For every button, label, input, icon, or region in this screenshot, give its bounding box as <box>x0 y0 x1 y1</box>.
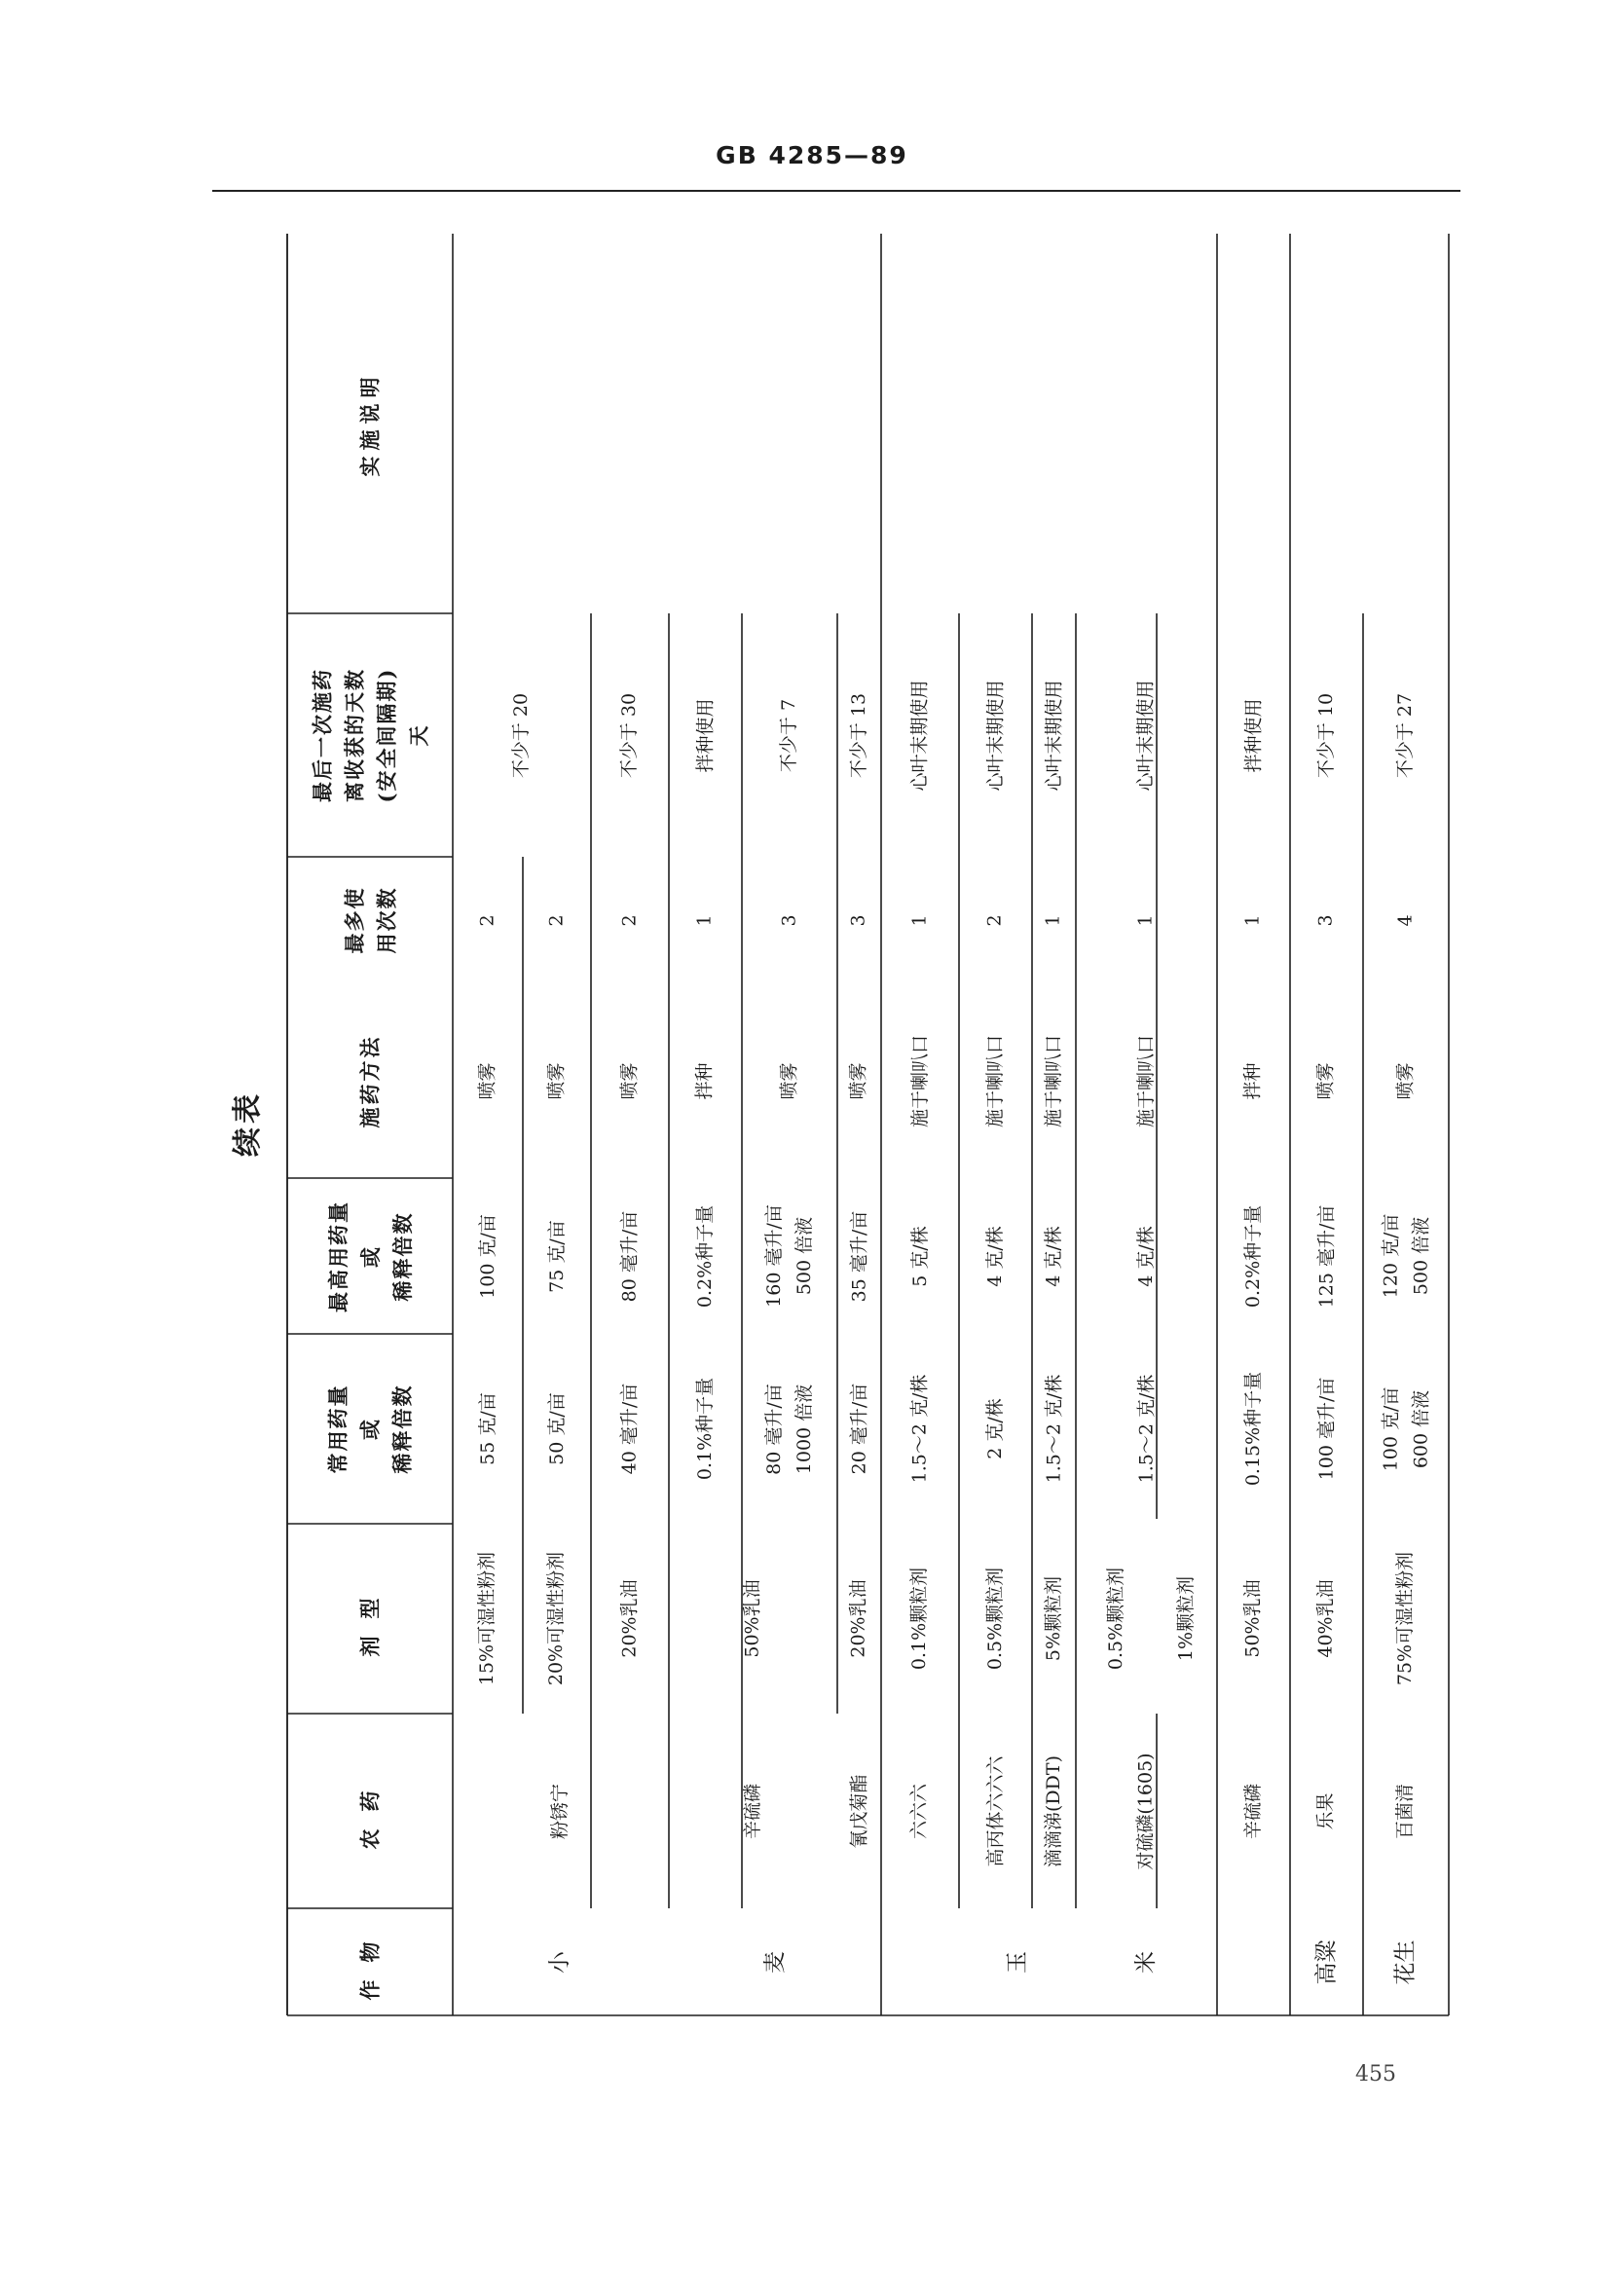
header-formulation: 剂型 <box>357 1580 383 1657</box>
common-dose-r13: 100 毫升/亩 <box>1315 1377 1337 1481</box>
common-dose-r3: 40 毫升/亩 <box>618 1383 641 1475</box>
method-r1: 喷雾 <box>476 1061 498 1100</box>
formulation-r10a: 0.5%颗粒剂 <box>1105 1567 1126 1671</box>
pesticide-duiliulin: 对硫磷(1605) <box>1135 1752 1157 1870</box>
pesticide-ddt: 滴滴涕(DDT) <box>1043 1754 1064 1867</box>
header-pesticide: 农药 <box>357 1773 383 1849</box>
standard-code: GB 4285—89 <box>716 141 908 169</box>
method-r11: 拌种 <box>1241 1061 1264 1100</box>
interval-r11: 拌种使用 <box>1242 697 1265 773</box>
interval-r7: 心叶末期使用 <box>908 679 931 792</box>
formulation-r14: 75%可湿性粉剂 <box>1394 1551 1417 1686</box>
crop-wheat-1: 小 <box>546 1950 572 1974</box>
max-dose-r5: 160 毫升/亩 500 倍液 <box>763 1204 815 1308</box>
formulation-r2: 20%可湿性粉剂 <box>545 1551 568 1686</box>
formulation-r9: 5%颗粒剂 <box>1043 1575 1064 1662</box>
formulation-r8: 0.5%颗粒剂 <box>984 1567 1006 1671</box>
common-dose-r10: 1.5～2 克/株 <box>1135 1374 1157 1484</box>
crop-sorghum: 高粱 <box>1313 1939 1339 1984</box>
formulation-r7: 0.1%颗粒剂 <box>908 1567 931 1671</box>
common-dose-r2: 50 克/亩 <box>545 1392 568 1465</box>
interval-r14: 不少于 27 <box>1394 692 1417 778</box>
method-r14: 喷雾 <box>1394 1061 1417 1100</box>
interval-r12: 不少于 20 <box>510 692 533 778</box>
method-r3: 喷雾 <box>618 1061 641 1100</box>
common-dose-r9: 1.5～2 克/株 <box>1043 1374 1064 1484</box>
formulation-r3: 20%乳油 <box>618 1579 641 1658</box>
header-crop: 作物 <box>357 1924 383 2000</box>
times-r8: 2 <box>984 913 1006 927</box>
formulation-r10b: 1%颗粒剂 <box>1175 1575 1198 1662</box>
times-r14: 4 <box>1394 913 1417 927</box>
common-dose-r14: 100 克/亩 600 倍液 <box>1380 1386 1431 1471</box>
pesticide-xinliulin-2: 辛硫磷 <box>1241 1783 1264 1839</box>
method-r8: 施于喇叭口 <box>984 1034 1007 1127</box>
times-r6: 3 <box>848 913 869 927</box>
crop-wheat-2: 麦 <box>761 1950 788 1974</box>
times-r13: 3 <box>1315 913 1337 927</box>
formulation-r13: 40%乳油 <box>1315 1579 1338 1658</box>
crop-peanut: 花生 <box>1392 1939 1419 1984</box>
max-dose-r2: 75 克/亩 <box>545 1219 568 1293</box>
max-dose-r1: 100 克/亩 <box>476 1213 498 1299</box>
common-dose-r5: 80 毫升/亩 1000 倍液 <box>763 1383 815 1475</box>
common-dose-r8: 2 克/株 <box>984 1398 1006 1459</box>
pesticide-gaobingti: 高丙体六六六 <box>984 1754 1007 1867</box>
interval-r13: 不少于 10 <box>1315 692 1337 778</box>
times-r5: 3 <box>778 913 800 927</box>
method-r7: 施于喇叭口 <box>908 1034 931 1127</box>
formulation-r45: 50%乳油 <box>741 1579 763 1658</box>
page-number: 455 <box>1355 2062 1396 2086</box>
method-r10: 施于喇叭口 <box>1134 1034 1157 1127</box>
pesticide-fenxiuning: 粉锈宁 <box>549 1783 572 1839</box>
interval-r4: 拌种使用 <box>694 697 717 773</box>
interval-r8: 心叶末期使用 <box>984 679 1007 792</box>
times-r3: 2 <box>618 913 641 927</box>
header-max-dose: 最高用药量 或 稀释倍数 <box>325 1200 415 1312</box>
times-r11: 1 <box>1242 913 1264 927</box>
formulation-r1: 15%可湿性粉剂 <box>476 1551 498 1686</box>
times-r10: 1 <box>1135 913 1157 927</box>
times-r4: 1 <box>694 913 716 927</box>
pesticide-xinliulin: 辛硫磷 <box>741 1783 763 1839</box>
pesticide-leguo: 乐果 <box>1314 1791 1337 1830</box>
pesticide-liuliuliu: 六六六 <box>908 1783 931 1839</box>
formulation-r11: 50%乳油 <box>1242 1579 1265 1658</box>
method-r2: 喷雾 <box>545 1061 568 1100</box>
max-dose-r10: 4 克/株 <box>1135 1225 1157 1287</box>
common-dose-r6: 20 毫升/亩 <box>848 1383 869 1475</box>
interval-r9: 心叶末期使用 <box>1043 679 1065 792</box>
common-dose-r7: 1.5～2 克/株 <box>908 1374 931 1484</box>
method-r9: 施于喇叭口 <box>1043 1034 1065 1127</box>
method-r6: 喷雾 <box>847 1061 869 1100</box>
common-dose-r4: 0.1%种子量 <box>694 1377 716 1481</box>
times-r2: 2 <box>545 913 568 927</box>
pesticide-qingwujuzhi: 氰戊菊酯 <box>848 1773 870 1849</box>
method-r13: 喷雾 <box>1314 1061 1337 1100</box>
table-caption: 续表 <box>231 1090 265 1157</box>
formulation-r6: 20%乳油 <box>848 1579 870 1658</box>
max-dose-r9: 4 克/株 <box>1043 1225 1064 1287</box>
header-interval: 最后一次施药 离收获的天数 (安全间隔期) 天 <box>310 667 430 803</box>
max-dose-r4: 0.2%种子量 <box>694 1204 716 1308</box>
pesticide-baijunqing: 百菌清 <box>1394 1783 1417 1839</box>
common-dose-r11: 0.15%种子量 <box>1242 1371 1265 1487</box>
header-method: 施药方法 <box>357 1034 383 1127</box>
method-r5: 喷雾 <box>778 1061 800 1100</box>
max-dose-r11: 0.2%种子量 <box>1242 1204 1264 1308</box>
crop-corn-2: 米 <box>1133 1950 1159 1974</box>
common-dose-r1: 55 克/亩 <box>476 1392 498 1465</box>
interval-r3: 不少于 30 <box>618 692 641 778</box>
times-r7: 1 <box>908 913 931 927</box>
header-notes: 实施说明 <box>357 371 383 476</box>
times-r1: 2 <box>476 913 498 927</box>
max-dose-r14: 120 克/亩 500 倍液 <box>1380 1213 1431 1299</box>
max-dose-r7: 5 克/株 <box>908 1225 931 1287</box>
times-r9: 1 <box>1043 913 1064 927</box>
interval-r5: 不少于 7 <box>778 698 800 772</box>
interval-r10: 心叶末期使用 <box>1134 679 1157 792</box>
max-dose-r8: 4 克/株 <box>984 1225 1006 1287</box>
method-r4: 拌种 <box>693 1061 716 1100</box>
crop-corn-1: 玉 <box>1004 1950 1030 1974</box>
header-common-dose: 常用药量 或 稀释倍数 <box>325 1384 415 1474</box>
max-dose-r6: 35 毫升/亩 <box>848 1210 869 1302</box>
max-dose-r13: 125 毫升/亩 <box>1315 1204 1337 1308</box>
header-max-times: 最多使 用次数 <box>342 886 398 954</box>
interval-r6: 不少于 13 <box>848 692 869 778</box>
max-dose-r3: 80 毫升/亩 <box>618 1210 641 1302</box>
